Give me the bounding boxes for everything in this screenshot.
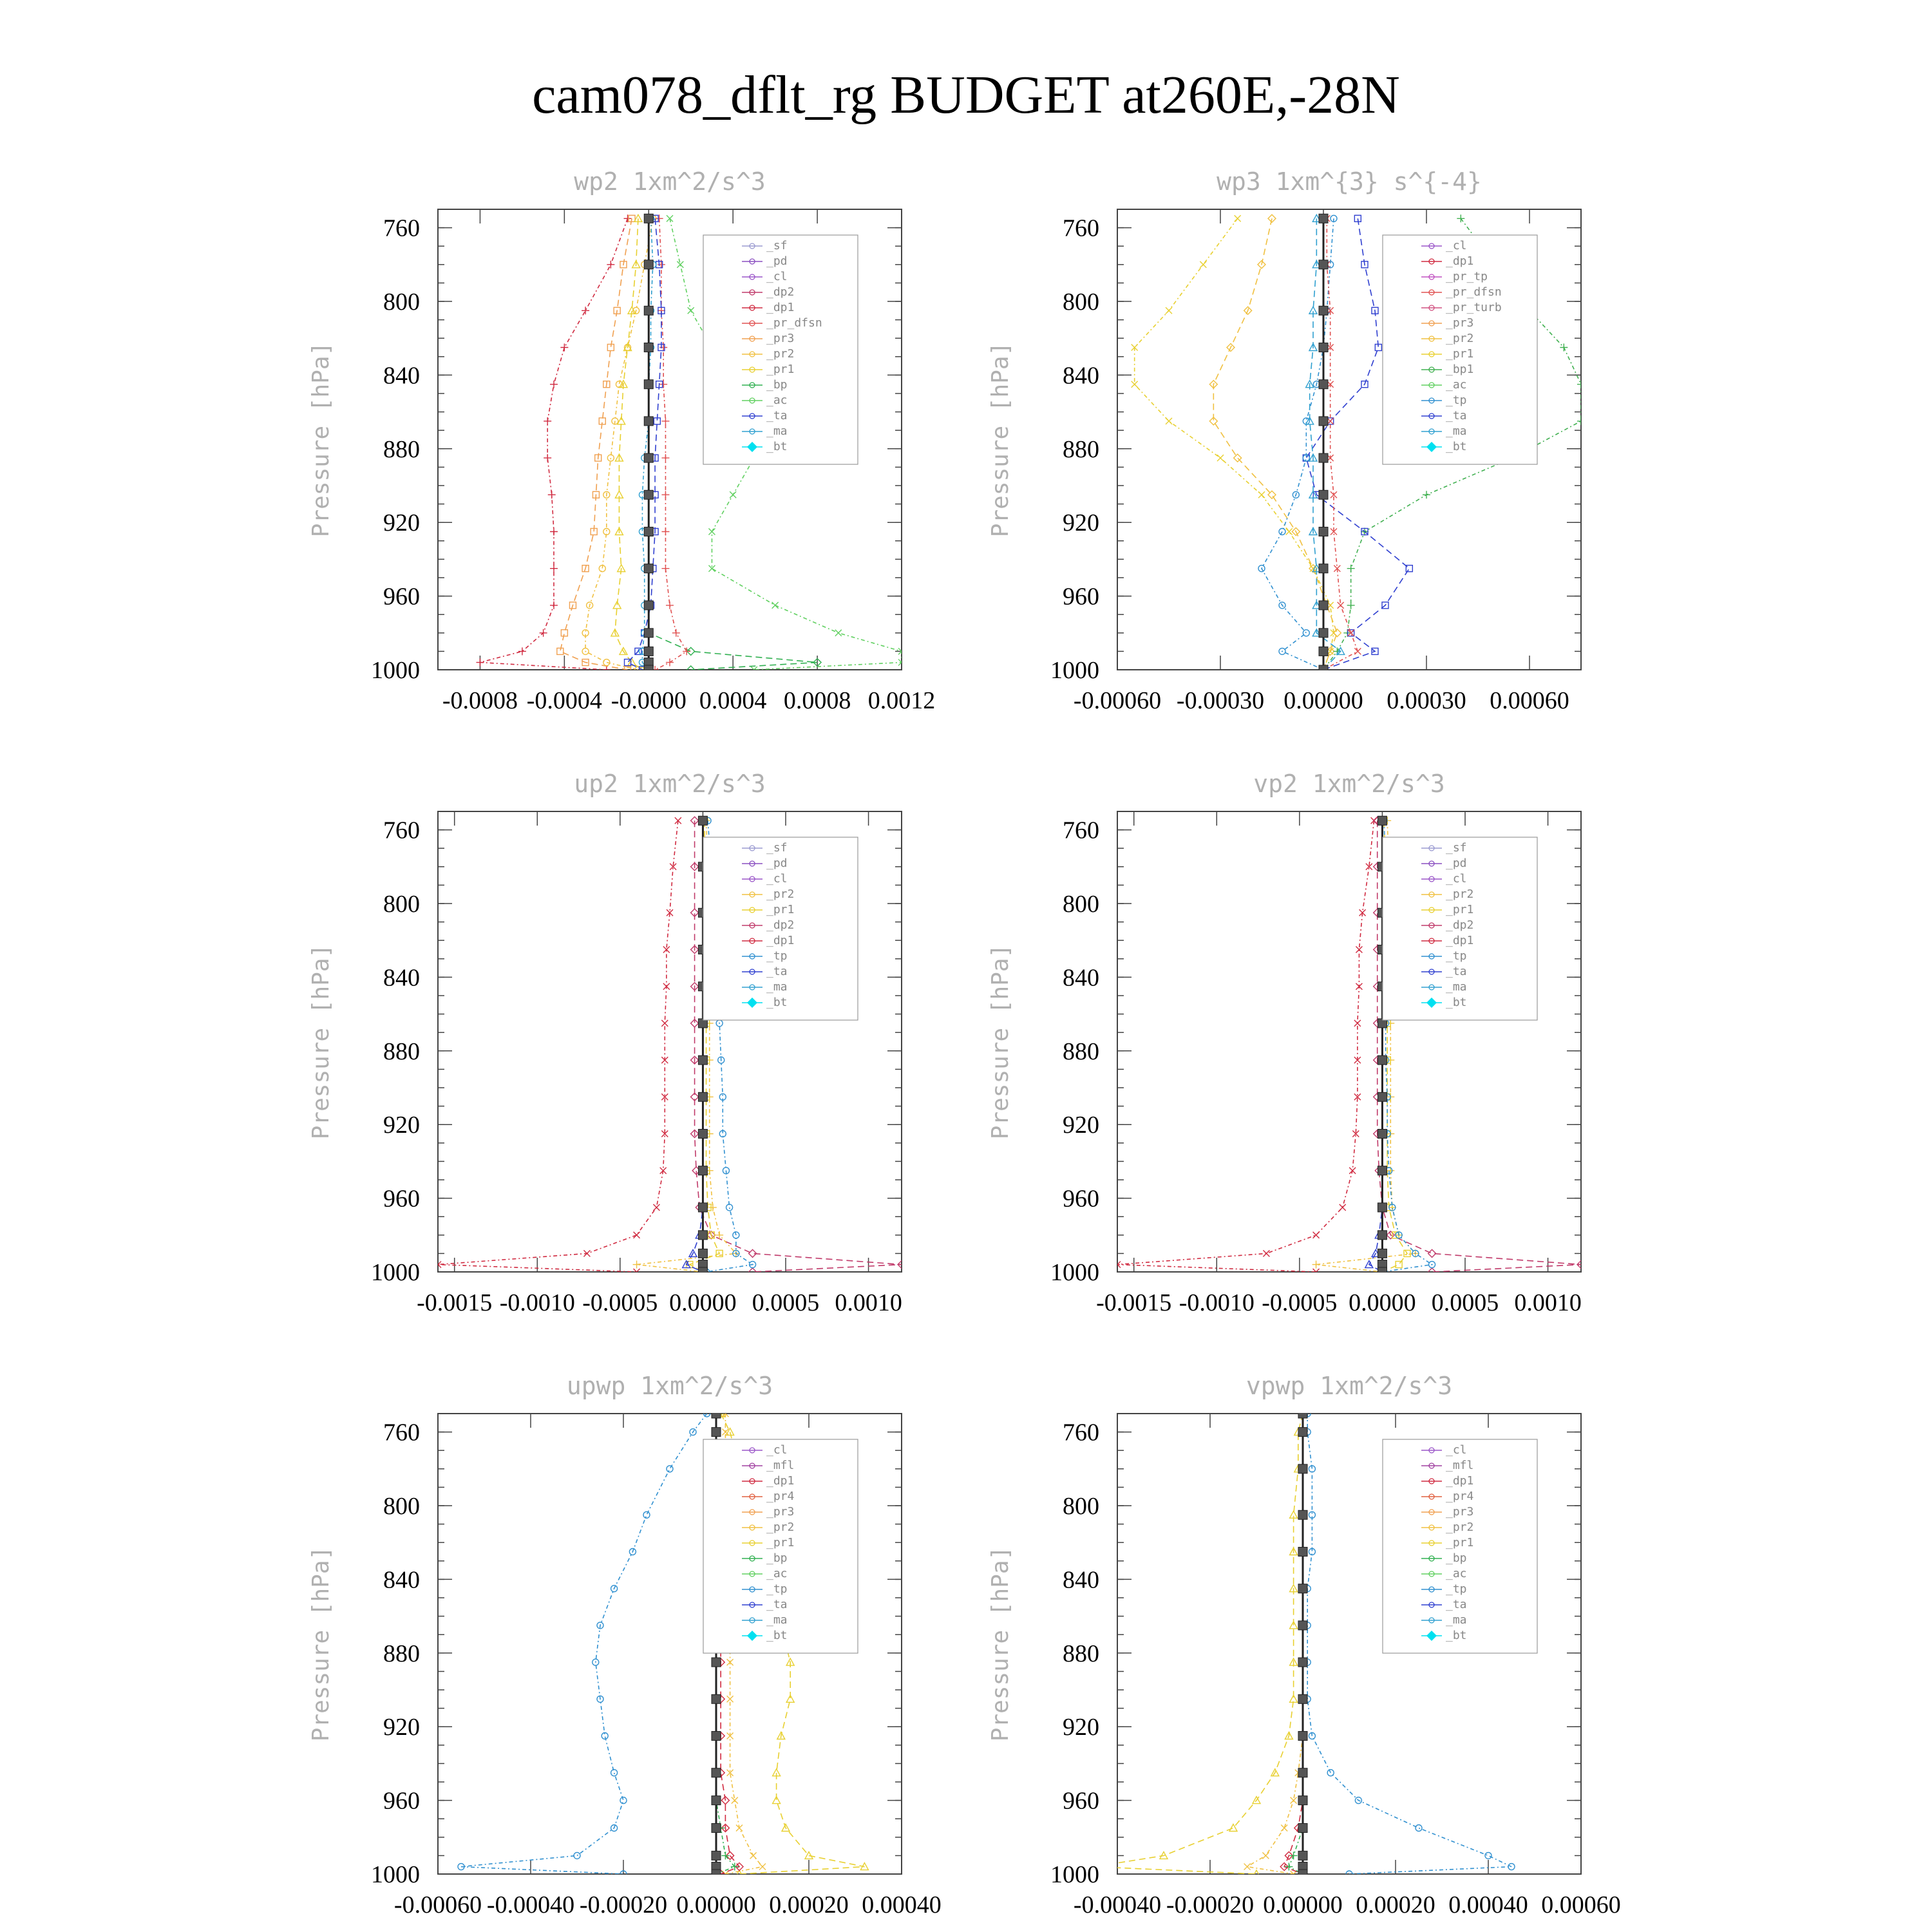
y-tick-label: 960 bbox=[1063, 583, 1099, 611]
legend-label: _cl bbox=[766, 872, 788, 886]
x-tick-label: 0.0000 bbox=[669, 1289, 737, 1316]
legend-label: _ma bbox=[766, 980, 788, 994]
data-point bbox=[1298, 1548, 1307, 1557]
data-point bbox=[698, 1166, 707, 1175]
x-tick-label: -0.0004 bbox=[526, 687, 602, 714]
legend-label: _sf bbox=[766, 239, 788, 252]
legend-label: _ta bbox=[1446, 965, 1467, 978]
legend-label: _tp bbox=[766, 1582, 788, 1596]
legend-label: _ma bbox=[766, 424, 788, 438]
legend-label: _pr1 bbox=[1446, 1536, 1474, 1549]
y-tick-label: 840 bbox=[383, 362, 420, 390]
legend bbox=[1383, 837, 1537, 1020]
legend-label: _sf bbox=[1446, 841, 1467, 855]
x-tick-label: 0.0005 bbox=[1431, 1289, 1499, 1316]
data-point bbox=[1378, 1166, 1387, 1175]
data-point bbox=[644, 453, 653, 462]
y-tick-label: 920 bbox=[383, 1112, 420, 1139]
y-tick-label: 760 bbox=[1063, 817, 1099, 844]
legend-label: _cl bbox=[766, 270, 788, 283]
data-point bbox=[644, 490, 653, 499]
legend-label: _pr_turb bbox=[1446, 301, 1502, 314]
legend-label: _ac bbox=[1446, 378, 1467, 392]
x-tick-label: -0.0005 bbox=[1262, 1289, 1338, 1316]
data-point bbox=[1298, 1510, 1307, 1519]
legend-label: _ac bbox=[766, 1567, 788, 1580]
y-axis-label: Pressure [hPa] bbox=[308, 1546, 334, 1742]
y-tick-label: 1000 bbox=[371, 1861, 420, 1888]
data-point bbox=[1378, 1249, 1387, 1258]
x-tick-label: -0.0015 bbox=[1096, 1289, 1172, 1316]
legend-label: _dp2 bbox=[766, 285, 795, 299]
panel-title: vpwp 1xm^2/s^3 bbox=[1245, 1372, 1453, 1400]
legend-label: _bt bbox=[1446, 996, 1467, 1009]
data-point bbox=[1378, 1056, 1387, 1065]
data-point bbox=[698, 1231, 707, 1240]
legend-label: _mfl bbox=[766, 1459, 795, 1472]
legend-label: _pr2 bbox=[766, 1520, 795, 1534]
legend-label: _bt bbox=[766, 1629, 788, 1642]
y-tick-label: 800 bbox=[1063, 891, 1099, 918]
data-point bbox=[644, 629, 653, 638]
data-point bbox=[712, 1658, 721, 1667]
panel-title: wp3 1xm^{3} s^{-4} bbox=[1217, 167, 1482, 196]
y-axis-label: Pressure [hPa] bbox=[987, 341, 1014, 538]
legend-label: _tp bbox=[1446, 393, 1467, 407]
legend-label: _bp1 bbox=[1446, 363, 1474, 376]
y-tick-label: 760 bbox=[1063, 1419, 1099, 1446]
data-point bbox=[712, 1694, 721, 1703]
x-tick-label: 0.00000 bbox=[1263, 1891, 1343, 1918]
legend-label: _pr1 bbox=[766, 1536, 795, 1549]
y-tick-label: 1000 bbox=[371, 657, 420, 684]
panel-title: up2 1xm^2/s^3 bbox=[574, 770, 766, 798]
data-point bbox=[644, 601, 653, 610]
x-tick-label: 0.0005 bbox=[752, 1289, 820, 1316]
y-tick-label: 880 bbox=[383, 435, 420, 463]
legend-label: _tp bbox=[1446, 949, 1467, 963]
data-point bbox=[1298, 1796, 1307, 1805]
y-tick-label: 920 bbox=[1063, 1714, 1099, 1741]
legend-label: _pr1 bbox=[766, 903, 795, 916]
x-tick-label: 0.00020 bbox=[769, 1891, 849, 1918]
legend-label: _pr3 bbox=[766, 1505, 795, 1519]
data-point bbox=[698, 1130, 707, 1139]
y-tick-label: 800 bbox=[383, 891, 420, 918]
data-point bbox=[1319, 306, 1328, 315]
legend-label: _pr4 bbox=[1446, 1490, 1474, 1503]
legend bbox=[1383, 1439, 1537, 1653]
y-tick-label: 960 bbox=[383, 1185, 420, 1213]
data-point bbox=[1298, 1621, 1307, 1630]
y-tick-label: 960 bbox=[1063, 1185, 1099, 1213]
x-tick-label: 0.00060 bbox=[1490, 687, 1569, 714]
x-tick-label: 0.0004 bbox=[699, 687, 767, 714]
data-point bbox=[644, 564, 653, 573]
y-tick-label: 760 bbox=[1063, 214, 1099, 242]
y-tick-label: 760 bbox=[383, 214, 420, 242]
data-point bbox=[1319, 490, 1328, 499]
data-point bbox=[1298, 1824, 1307, 1833]
legend-label: _pr3 bbox=[1446, 1505, 1474, 1519]
data-point bbox=[1319, 527, 1328, 536]
legend bbox=[1383, 235, 1537, 464]
legend-label: _pr2 bbox=[766, 347, 795, 361]
data-point bbox=[644, 527, 653, 536]
x-tick-label: -0.0008 bbox=[442, 687, 518, 714]
legend-label: _sf bbox=[766, 841, 788, 855]
x-tick-label: 0.00030 bbox=[1387, 687, 1466, 714]
x-tick-label: -0.00030 bbox=[1176, 687, 1265, 714]
legend-label: _tp bbox=[766, 949, 788, 963]
data-point bbox=[644, 260, 653, 269]
figure-title: cam078_dflt_rg BUDGET at260E,-28N bbox=[532, 65, 1400, 125]
y-tick-label: 880 bbox=[383, 1640, 420, 1667]
data-point bbox=[1319, 260, 1328, 269]
x-tick-label: 0.00000 bbox=[676, 1891, 756, 1918]
data-point bbox=[1298, 1694, 1307, 1703]
legend-label: _pr1 bbox=[766, 363, 795, 376]
legend-label: _cl bbox=[1446, 872, 1467, 886]
legend-label: _ma bbox=[1446, 980, 1467, 994]
legend-label: _pd bbox=[1446, 857, 1467, 870]
y-tick-label: 960 bbox=[1063, 1787, 1099, 1815]
y-tick-label: 880 bbox=[383, 1037, 420, 1065]
x-tick-label: 0.0010 bbox=[835, 1289, 902, 1316]
legend-label: _ma bbox=[1446, 1613, 1467, 1627]
legend-label: _dp1 bbox=[1446, 934, 1474, 947]
legend-label: _dp1 bbox=[766, 934, 795, 947]
legend-label: _ma bbox=[1446, 424, 1467, 438]
y-axis-label: Pressure [hPa] bbox=[987, 943, 1014, 1140]
legend-label: _pd bbox=[766, 254, 788, 268]
legend-label: _pd bbox=[766, 857, 788, 870]
x-tick-label: -0.00060 bbox=[393, 1891, 482, 1918]
legend-label: _bt bbox=[766, 996, 788, 1009]
data-point bbox=[1319, 417, 1328, 426]
legend-label: _pr3 bbox=[1446, 316, 1474, 330]
x-tick-label: 0.00040 bbox=[862, 1891, 942, 1918]
data-point bbox=[1298, 1584, 1307, 1593]
y-tick-label: 920 bbox=[383, 1714, 420, 1741]
legend-label: _pr1 bbox=[1446, 347, 1474, 361]
y-axis-label: Pressure [hPa] bbox=[308, 943, 334, 1140]
legend-label: _ta bbox=[766, 409, 788, 422]
legend-label: _ma bbox=[766, 1613, 788, 1627]
x-tick-label: -0.00040 bbox=[1073, 1891, 1162, 1918]
legend-label: _pr2 bbox=[1446, 887, 1474, 901]
data-point bbox=[644, 214, 653, 223]
y-tick-label: 840 bbox=[383, 1566, 420, 1594]
x-tick-label: -0.00060 bbox=[1073, 687, 1162, 714]
y-tick-label: 840 bbox=[1063, 964, 1099, 992]
legend bbox=[703, 1439, 858, 1653]
x-tick-label: -0.0015 bbox=[417, 1289, 493, 1316]
data-point bbox=[698, 1092, 707, 1101]
x-tick-label: 0.00000 bbox=[1283, 687, 1363, 714]
y-tick-label: 920 bbox=[383, 509, 420, 537]
y-tick-label: 960 bbox=[383, 1787, 420, 1815]
data-point bbox=[1319, 601, 1328, 610]
data-point bbox=[1298, 1768, 1307, 1777]
y-tick-label: 880 bbox=[1063, 435, 1099, 463]
data-point bbox=[644, 647, 653, 656]
data-point bbox=[1378, 1231, 1387, 1240]
panel-title: vp2 1xm^2/s^3 bbox=[1253, 770, 1445, 798]
legend-label: _dp1 bbox=[766, 301, 795, 314]
y-axis-label: Pressure [hPa] bbox=[308, 341, 334, 538]
y-tick-label: 800 bbox=[1063, 1493, 1099, 1520]
y-tick-label: 800 bbox=[383, 289, 420, 316]
legend-label: _cl bbox=[766, 1443, 788, 1457]
legend-label: _pr4 bbox=[766, 1490, 795, 1503]
x-tick-label: 0.0012 bbox=[867, 687, 936, 714]
legend-label: _bp bbox=[766, 1551, 788, 1565]
legend-label: _pr2 bbox=[766, 887, 795, 901]
data-point bbox=[712, 1768, 721, 1777]
data-point bbox=[1298, 1428, 1307, 1437]
x-tick-label: -0.0010 bbox=[499, 1289, 575, 1316]
x-tick-label: 0.00060 bbox=[1541, 1891, 1621, 1918]
x-tick-label: -0.00020 bbox=[579, 1891, 668, 1918]
data-point bbox=[698, 1203, 707, 1212]
legend-label: _pr2 bbox=[1446, 1520, 1474, 1534]
data-point bbox=[712, 1732, 721, 1741]
legend-label: _cl bbox=[1446, 239, 1467, 252]
legend-label: _pr1 bbox=[1446, 903, 1474, 916]
data-point bbox=[644, 306, 653, 315]
data-point bbox=[644, 380, 653, 389]
legend-label: _dp1 bbox=[766, 1474, 795, 1488]
legend-label: _ta bbox=[1446, 1598, 1467, 1611]
y-tick-label: 1000 bbox=[1050, 1259, 1099, 1286]
legend-label: _bt bbox=[1446, 440, 1467, 453]
legend-label: _ac bbox=[766, 393, 788, 407]
y-tick-label: 760 bbox=[383, 817, 420, 844]
data-point bbox=[1298, 1464, 1307, 1473]
y-tick-label: 960 bbox=[383, 583, 420, 611]
data-point bbox=[1319, 629, 1328, 638]
y-tick-label: 880 bbox=[1063, 1037, 1099, 1065]
data-point bbox=[698, 1056, 707, 1065]
y-tick-label: 920 bbox=[1063, 509, 1099, 537]
y-tick-label: 840 bbox=[1063, 362, 1099, 390]
x-tick-label: 0.0000 bbox=[1349, 1289, 1416, 1316]
legend-label: _bp bbox=[1446, 1551, 1467, 1565]
y-axis-label: Pressure [hPa] bbox=[987, 1546, 1014, 1742]
data-point bbox=[1298, 1658, 1307, 1667]
data-point bbox=[698, 816, 707, 825]
y-tick-label: 840 bbox=[1063, 1566, 1099, 1594]
y-tick-label: 840 bbox=[383, 964, 420, 992]
data-point bbox=[1298, 1851, 1307, 1860]
data-point bbox=[712, 1851, 721, 1860]
data-point bbox=[1298, 1732, 1307, 1741]
data-point bbox=[1378, 1203, 1387, 1212]
data-point bbox=[712, 1824, 721, 1833]
x-tick-label: 0.00040 bbox=[1448, 1891, 1528, 1918]
legend-label: _cl bbox=[1446, 1443, 1467, 1457]
legend bbox=[703, 235, 858, 464]
legend-label: _ta bbox=[766, 965, 788, 978]
legend-label: _ta bbox=[1446, 409, 1467, 422]
y-tick-label: 880 bbox=[1063, 1640, 1099, 1667]
x-tick-label: -0.00020 bbox=[1166, 1891, 1255, 1918]
x-tick-label: 0.0010 bbox=[1514, 1289, 1582, 1316]
legend-label: _pr_dfsn bbox=[1446, 285, 1502, 299]
y-tick-label: 1000 bbox=[371, 1259, 420, 1286]
data-point bbox=[698, 1249, 707, 1258]
data-point bbox=[1319, 453, 1328, 462]
data-point bbox=[1378, 1130, 1387, 1139]
y-tick-label: 920 bbox=[1063, 1112, 1099, 1139]
legend-label: _tp bbox=[1446, 1582, 1467, 1596]
data-point bbox=[1319, 647, 1328, 656]
data-point bbox=[712, 1428, 721, 1437]
data-point bbox=[712, 1796, 721, 1805]
data-point bbox=[1319, 214, 1328, 223]
legend-label: _dp2 bbox=[766, 918, 795, 932]
data-point bbox=[1378, 1092, 1387, 1101]
legend-label: _pr3 bbox=[766, 332, 795, 345]
y-tick-label: 1000 bbox=[1050, 657, 1099, 684]
data-point bbox=[1378, 816, 1387, 825]
legend-label: _mfl bbox=[1446, 1459, 1474, 1472]
legend-label: _ac bbox=[1446, 1567, 1467, 1580]
data-point bbox=[1319, 380, 1328, 389]
legend-label: _pr_dfsn bbox=[766, 316, 822, 330]
x-tick-label: 0.0008 bbox=[783, 687, 851, 714]
legend-label: _pr2 bbox=[1446, 332, 1474, 345]
data-point bbox=[644, 417, 653, 426]
x-tick-label: -0.0005 bbox=[582, 1289, 658, 1316]
legend-label: _bt bbox=[1446, 1629, 1467, 1642]
legend-label: _ta bbox=[766, 1598, 788, 1611]
y-tick-label: 800 bbox=[1063, 289, 1099, 316]
x-tick-label: -0.0010 bbox=[1179, 1289, 1255, 1316]
legend-label: _dp1 bbox=[1446, 254, 1474, 268]
legend-label: _bt bbox=[766, 440, 788, 453]
panel-title: wp2 1xm^2/s^3 bbox=[574, 167, 766, 196]
data-point bbox=[1319, 564, 1328, 573]
legend bbox=[703, 837, 858, 1020]
legend-label: _dp2 bbox=[1446, 918, 1474, 932]
y-tick-label: 760 bbox=[383, 1419, 420, 1446]
legend-label: _dp1 bbox=[1446, 1474, 1474, 1488]
panel-title: upwp 1xm^2/s^3 bbox=[566, 1372, 773, 1400]
x-tick-label: -0.0000 bbox=[611, 687, 687, 714]
data-point bbox=[644, 343, 653, 352]
y-tick-label: 800 bbox=[383, 1493, 420, 1520]
legend-label: _bp bbox=[766, 378, 788, 392]
x-tick-label: -0.00040 bbox=[486, 1891, 575, 1918]
x-tick-label: 0.00020 bbox=[1356, 1891, 1435, 1918]
data-point bbox=[1319, 343, 1328, 352]
legend-label: _pr_tp bbox=[1446, 270, 1488, 283]
y-tick-label: 1000 bbox=[1050, 1861, 1099, 1888]
